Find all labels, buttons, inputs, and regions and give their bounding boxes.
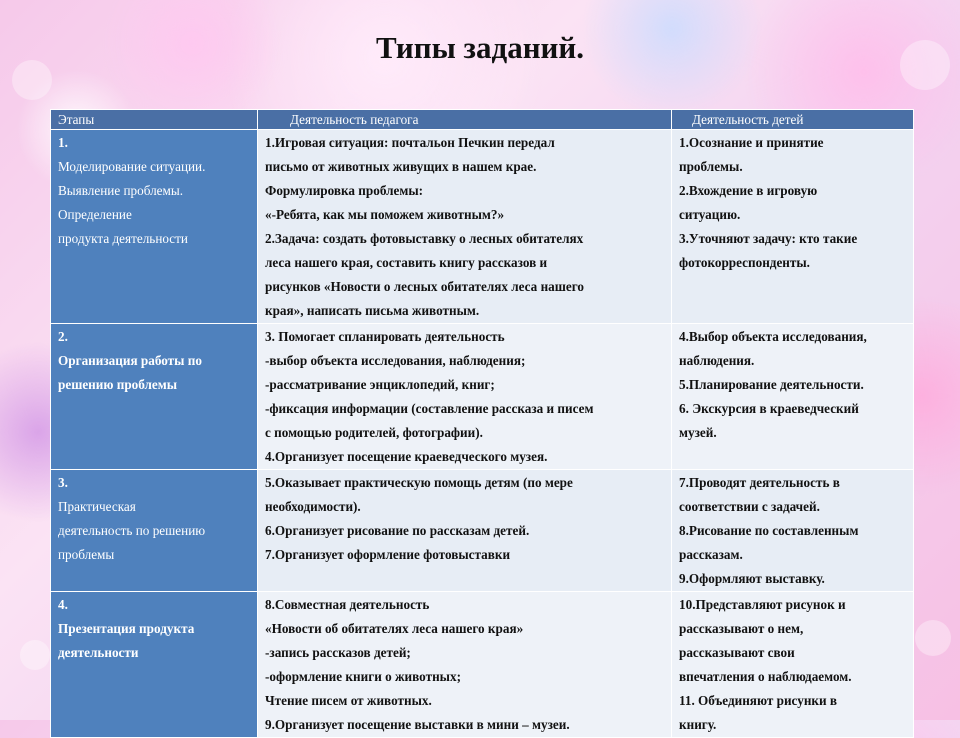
cell-text-line: -выбор объекта исследования, наблюдения;	[265, 353, 526, 368]
cell-text-line: -оформление книги о животных;	[265, 669, 461, 684]
cell-text-line: фотокорреспонденты.	[679, 255, 810, 270]
cell-text-line: 1.Осознание и принятие	[679, 135, 824, 150]
stage-text-line: продукта деятельности	[58, 231, 188, 246]
cell-text-line: Чтение писем от животных.	[265, 693, 432, 708]
cell-text-line: 8.Совместная деятельность	[265, 597, 430, 612]
cell-text-line: рассказывают о нем,	[679, 621, 804, 636]
stage-text-line: Определение	[58, 207, 132, 222]
stage-cell	[51, 470, 258, 592]
background-bubble	[915, 620, 951, 656]
stage-number: 2.	[58, 329, 68, 344]
cell-text-line: Формулировка проблемы:	[265, 183, 424, 198]
teacher-activity-cell	[258, 130, 672, 324]
cell-text-line: 9.Организует посещение выставки в мини – музеи.	[265, 717, 570, 732]
table-row	[51, 130, 914, 324]
cell-text-line: -рассматривание энциклопедий, книг;	[265, 377, 495, 392]
table-row	[51, 470, 914, 592]
cell-text-line: 4.Выбор объекта исследования,	[679, 329, 867, 344]
stage-text-line: проблемы	[58, 547, 115, 562]
cell-text-line: «Новости об обитателях леса нашего края»	[265, 621, 524, 636]
stage-text-line: Выявление проблемы.	[58, 183, 184, 198]
stage-cell	[51, 324, 258, 470]
teacher-activity-cell	[258, 324, 672, 470]
children-activity-cell	[672, 592, 914, 738]
background-bubble	[20, 640, 50, 670]
cell-text-line: 8.Рисование по составленным	[679, 523, 859, 538]
cell-text-line: рассказам.	[679, 547, 743, 562]
cell-text-line: музей.	[679, 425, 717, 440]
teacher-activity-cell	[258, 592, 672, 738]
stage-number: 4.	[58, 597, 68, 612]
cell-text-line: 11. Объединяют рисунки в	[679, 693, 838, 708]
table-row	[51, 324, 914, 470]
cell-text-line: леса нашего края, составить книгу рассказов и	[265, 255, 548, 270]
cell-text-line: ситуацию.	[679, 207, 741, 222]
children-activity-cell	[672, 324, 914, 470]
stage-number: 1.	[58, 135, 68, 150]
cell-text-line: 7.Проводят деятельность в	[679, 475, 840, 490]
stage-cell	[51, 130, 258, 324]
cell-text-line: -запись рассказов детей;	[265, 645, 411, 660]
cell-text-line: 6.Организует рисование по рассказам детей.	[265, 523, 530, 538]
children-activity-cell	[672, 470, 914, 592]
cell-text-line: впечатления о наблюдаемом.	[679, 669, 852, 684]
cell-text-line: 3.Уточняют задачу: кто такие	[679, 231, 858, 246]
cell-text-line: 3. Помогает спланировать деятельность	[265, 329, 505, 344]
stage-cell	[51, 592, 258, 738]
cell-text-line: 6. Экскурсия в краеведческий	[679, 401, 859, 416]
header-teacher-activity: Деятельность педагога	[258, 110, 672, 130]
stage-text-line: деятельности	[58, 645, 139, 660]
stage-text-line: деятельность по решению	[58, 523, 206, 538]
cell-text-line: 1.Игровая ситуация: почтальон Печкин передал	[265, 135, 555, 150]
cell-text-line: 4.Организует посещение краеведческого музея.	[265, 449, 548, 464]
cell-text-line: края», написать письма животным.	[265, 303, 480, 318]
page-title: Типы заданий.	[375, 30, 585, 65]
cell-text-line: -фиксация информации (составление рассказа и писем	[265, 401, 594, 416]
cell-text-line: рассказывают свои	[679, 645, 795, 660]
header-children-activity: Деятельность детей	[672, 110, 914, 130]
cell-text-line: соответствии с задачей.	[679, 499, 820, 514]
stage-text-line: Практическая	[58, 499, 136, 514]
cell-text-line: наблюдения.	[679, 353, 755, 368]
children-activity-cell	[672, 130, 914, 324]
table-row	[51, 592, 914, 738]
stage-number: 3.	[58, 475, 68, 490]
activity-table	[50, 109, 914, 738]
cell-text-line: 7.Организует оформление фотовыставки	[265, 547, 511, 562]
cell-text-line: книгу.	[679, 717, 717, 732]
background-bubble	[12, 60, 52, 100]
cell-text-line: 2.Вхождение в игровую	[679, 183, 818, 198]
cell-text-line: необходимости).	[265, 499, 361, 514]
stage-text-line: решению проблемы	[58, 377, 178, 392]
teacher-activity-cell	[258, 470, 672, 592]
stage-text-line: Презентация продукта	[58, 621, 195, 636]
cell-text-line: с помощью родителей, фотографии).	[265, 425, 483, 440]
cell-text-line: 9.Оформляют выставку.	[679, 571, 825, 586]
cell-text-line: 5.Оказывает практическую помощь детям (по мере	[265, 475, 573, 490]
cell-text-line: «-Ребята, как мы поможем животным?»	[265, 207, 505, 222]
stage-text-line: Организация работы по	[58, 353, 202, 368]
cell-text-line: 2.Задача: создать фотовыставку о лесных обитателях	[265, 231, 584, 246]
cell-text-line: проблемы.	[679, 159, 743, 174]
header-stages: Этапы	[51, 110, 258, 130]
cell-text-line: рисунков «Новости о лесных обитателях леса нашего	[265, 279, 585, 294]
cell-text-line: 5.Планирование деятельности.	[679, 377, 864, 392]
stage-text-line: Моделирование ситуации.	[58, 159, 206, 174]
table-header-row	[51, 110, 914, 130]
cell-text-line: письмо от животных живущих в нашем крае.	[265, 159, 537, 174]
cell-text-line: 10.Представляют рисунок и	[679, 597, 846, 612]
